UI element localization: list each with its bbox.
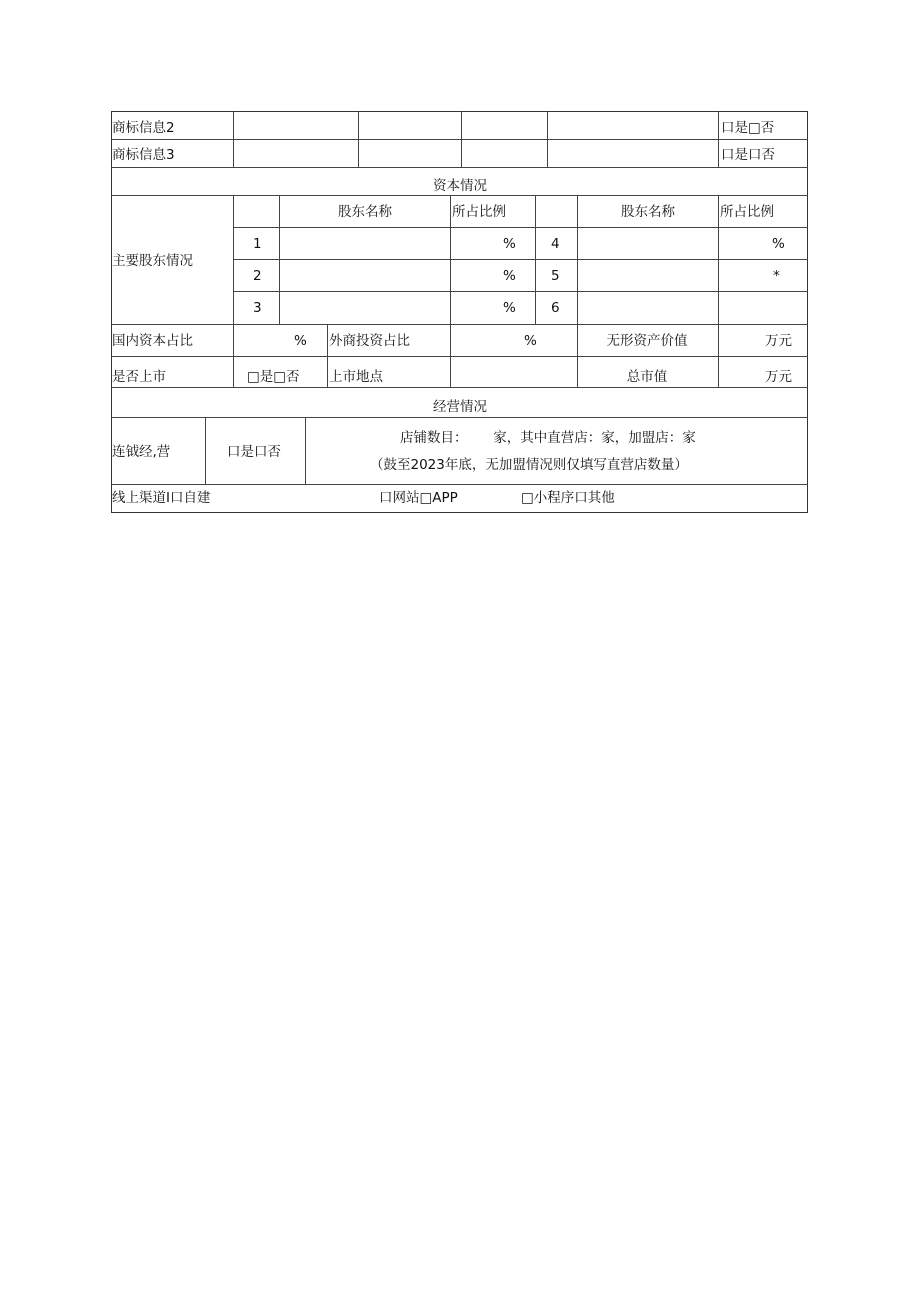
row-divider [233, 291, 808, 292]
chain-options[interactable]: 口是口否 [227, 444, 281, 460]
col-divider [577, 195, 578, 324]
online-option-miniprogram-other[interactable]: □小程序口其他 [521, 490, 615, 506]
registration-form-table [111, 111, 808, 513]
ratio-header-left: 所占比例 [452, 204, 506, 220]
market-value-unit: 万元 [765, 369, 792, 385]
col-divider [327, 324, 328, 387]
col-divider [450, 324, 451, 387]
market-value-label: 总市值 [626, 369, 668, 385]
shareholder-no-4: 4 [551, 236, 560, 252]
name-header-right: 股东名称 [621, 204, 675, 220]
row-divider [233, 259, 808, 260]
col-divider [233, 324, 234, 387]
online-channel-label[interactable]: 线上渠道I口自建 [112, 490, 211, 506]
trademark-3-options[interactable]: 口是口否 [721, 147, 775, 163]
listed-label: 是否上市 [112, 369, 166, 385]
domestic-ratio-unit: % [294, 333, 307, 349]
shareholder-ratio-unit-5: * [773, 268, 780, 284]
shareholder-no-6: 6 [551, 300, 560, 316]
col-divider [279, 195, 280, 324]
col-divider [305, 417, 306, 484]
listed-options[interactable]: □是□否 [247, 369, 300, 385]
col-divider [577, 324, 578, 387]
col-divider [535, 195, 536, 324]
shareholder-no-1: 1 [253, 236, 262, 252]
row-divider [111, 356, 808, 357]
col-divider [205, 417, 206, 484]
trademark-2-label: 商标信息2 [112, 120, 175, 136]
trademark-2-options[interactable]: 口是□否 [721, 120, 775, 136]
foreign-ratio-unit: % [524, 333, 537, 349]
shareholder-no-2: 2 [253, 268, 262, 284]
operation-section-title: 经营情况 [433, 399, 487, 415]
intangible-unit: 万元 [765, 333, 792, 349]
col-divider [233, 111, 234, 167]
listing-place-label: 上市地点 [329, 369, 383, 385]
row-divider [111, 139, 808, 140]
row-divider [111, 167, 808, 168]
name-header-left: 股东名称 [338, 204, 392, 220]
online-option-website-app[interactable]: 口网站□APP [379, 490, 458, 506]
row-divider [111, 484, 808, 485]
col-divider [718, 324, 719, 387]
capital-section-title: 资本情况 [433, 178, 487, 194]
ratio-header-right: 所占比例 [720, 204, 774, 220]
shareholders-label: 主要股东情况 [112, 253, 193, 269]
row-divider [111, 324, 808, 325]
domestic-ratio-label: 国内资本占比 [112, 333, 193, 349]
intangible-label: 无形资产价值 [606, 333, 688, 349]
stores-count-line: 店铺数目： 家，其中直营店：家，加盟店：家 [400, 430, 696, 446]
trademark-3-label: 商标信息3 [112, 147, 175, 163]
col-divider [718, 111, 719, 167]
row-divider [111, 195, 808, 196]
shareholder-ratio-unit-4: % [772, 236, 785, 252]
shareholder-no-5: 5 [551, 268, 560, 284]
shareholder-ratio-unit-2: % [503, 268, 516, 284]
col-divider [358, 111, 359, 167]
col-divider [450, 195, 451, 324]
foreign-ratio-label: 外商投资占比 [329, 333, 410, 349]
row-divider [233, 227, 808, 228]
col-divider [718, 195, 719, 324]
row-divider [111, 387, 808, 388]
stores-note: （鼓至2023年底，无加盟情况则仅填写直营店数量） [370, 457, 688, 473]
row-divider [111, 417, 808, 418]
chain-label: 连钺经,营 [112, 444, 171, 460]
col-divider [461, 111, 462, 167]
shareholder-ratio-unit-1: % [503, 236, 516, 252]
col-divider [233, 195, 234, 324]
col-divider [547, 111, 548, 167]
shareholder-no-3: 3 [253, 300, 262, 316]
shareholder-ratio-unit-3: % [503, 300, 516, 316]
